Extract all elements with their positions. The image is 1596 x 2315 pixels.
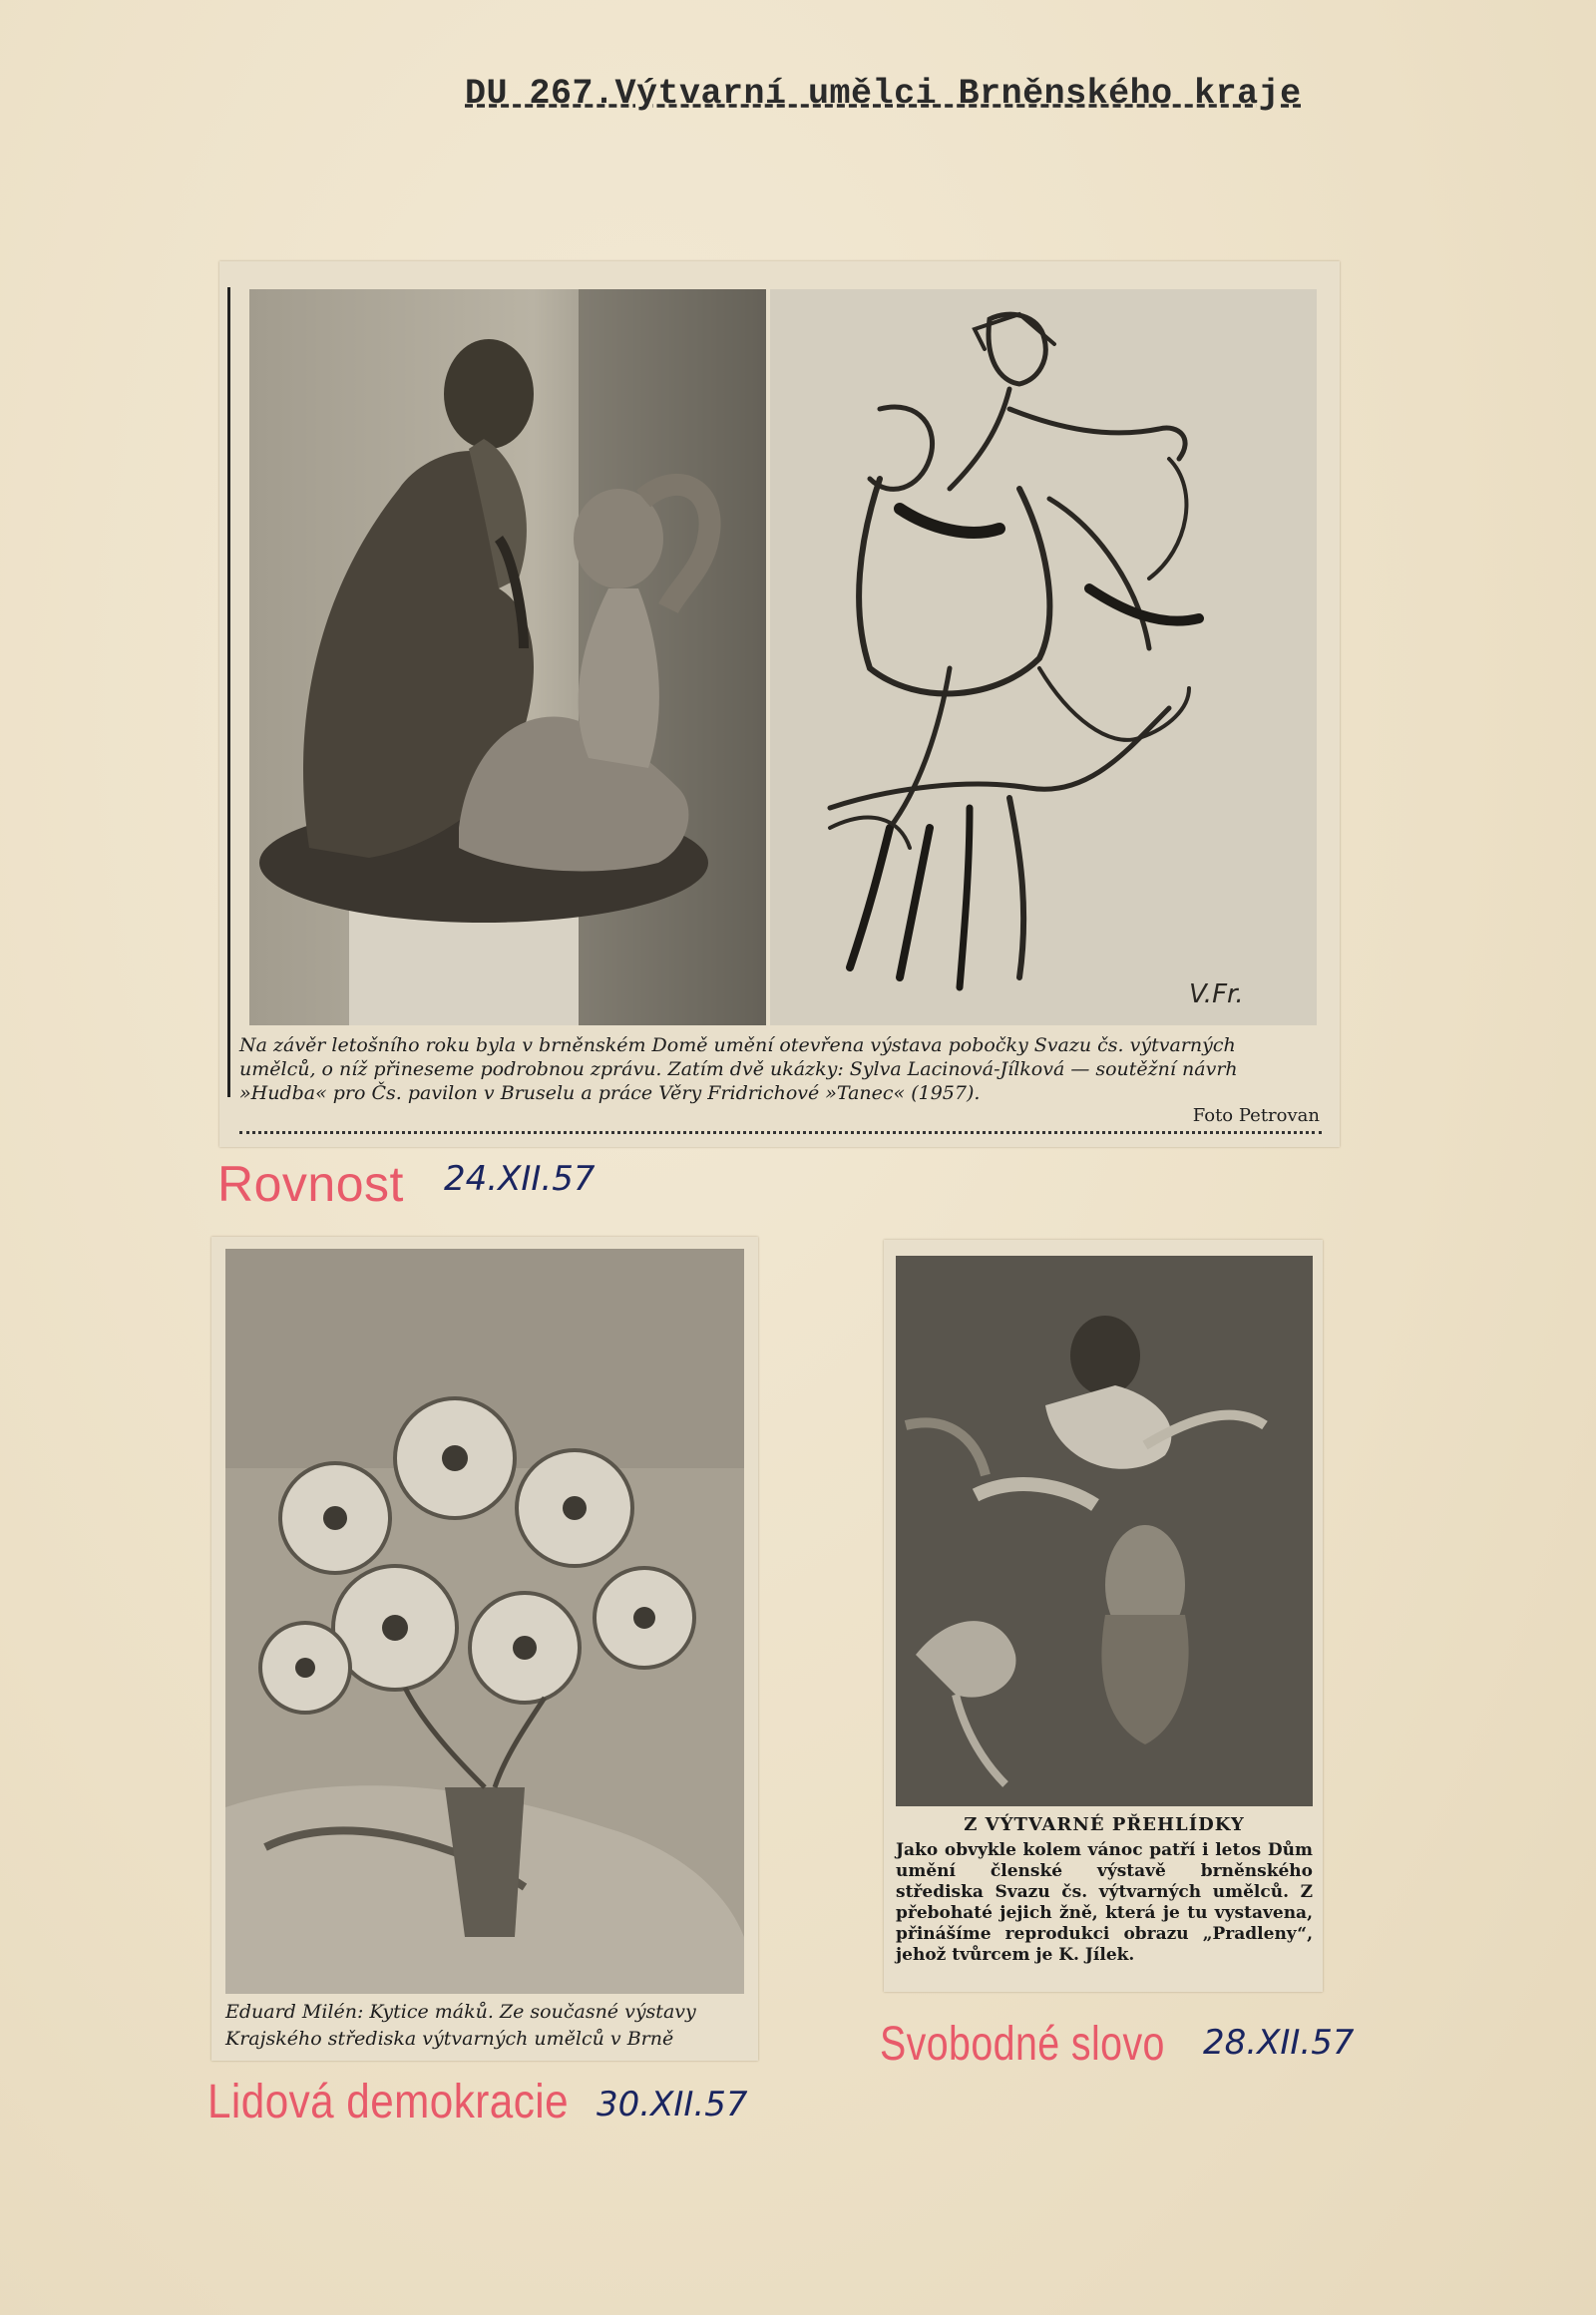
clipping-lidova [211,1237,758,2061]
notice-body: Jako obvykle kolem vánoc patří i letos Dům umění členské výstavě brněnského střediska Svazu čs. výtvarných umělců. Z přebohaté jejich žně, která je tu vystavena, přinášíme reprodukci obrazu „Pradleny“, jehož tvůrcem je K. Jílek. [896,1840,1313,1965]
date-svobodne: 28.XII.57 [1203,2023,1355,2063]
washerwomen-image [896,1256,1313,1806]
source-stamp-lidova: Lidová demokracie [207,2076,570,2128]
date-lidova: 30.XII.57 [597,2085,748,2124]
source-stamp-rovnost: Rovnost [217,1156,404,1212]
source-stamp-svobodne: Svobodné slovo [880,2018,1165,2071]
date-rovnost: 24.XII.57 [444,1159,596,1199]
dance-drawing [770,289,1317,1025]
left-border-rule [227,287,230,1097]
poppies-photo [225,1249,744,1994]
rovnost-caption: Na závěr letošního roku byla v brněnském Domě umění otevřena výstava pobočky Svazu čs. výtvarných umělců, o níž přineseme podrobnou zprávu. Zatím dvě ukázky: Sylva Lacinová-Jílková — soutěžní návrh »Hudba« pro Čs. pavilon v Bruselu a práce Věry Fridrichové »Tanec« (1957). [239,1034,1238,1104]
notice-heading: Z VÝTVARNÉ PŘEHLÍDKY [964,1814,1245,1835]
poppies-image [225,1249,744,1994]
clipping-svobodne [884,1240,1323,1992]
page-title: DU 267.Výtvarní umělci Brněnského kraje [465,74,1302,114]
sculpture-photo [249,289,766,1025]
photo-credit: Foto Petrovan [1192,1105,1320,1126]
washerwomen-photo [896,1256,1313,1806]
clipping-rovnost [219,261,1340,1147]
sculpture-image [249,289,766,1025]
bottom-wavy-border [239,1131,1322,1134]
artist-signature: V.Fr. [1189,979,1244,1009]
lidova-caption: Eduard Milén: Kytice máků. Ze současné výstavy Krajského střediska výtvarných umělců v Brně [225,2001,696,2050]
dance-drawing-image [770,289,1317,1025]
